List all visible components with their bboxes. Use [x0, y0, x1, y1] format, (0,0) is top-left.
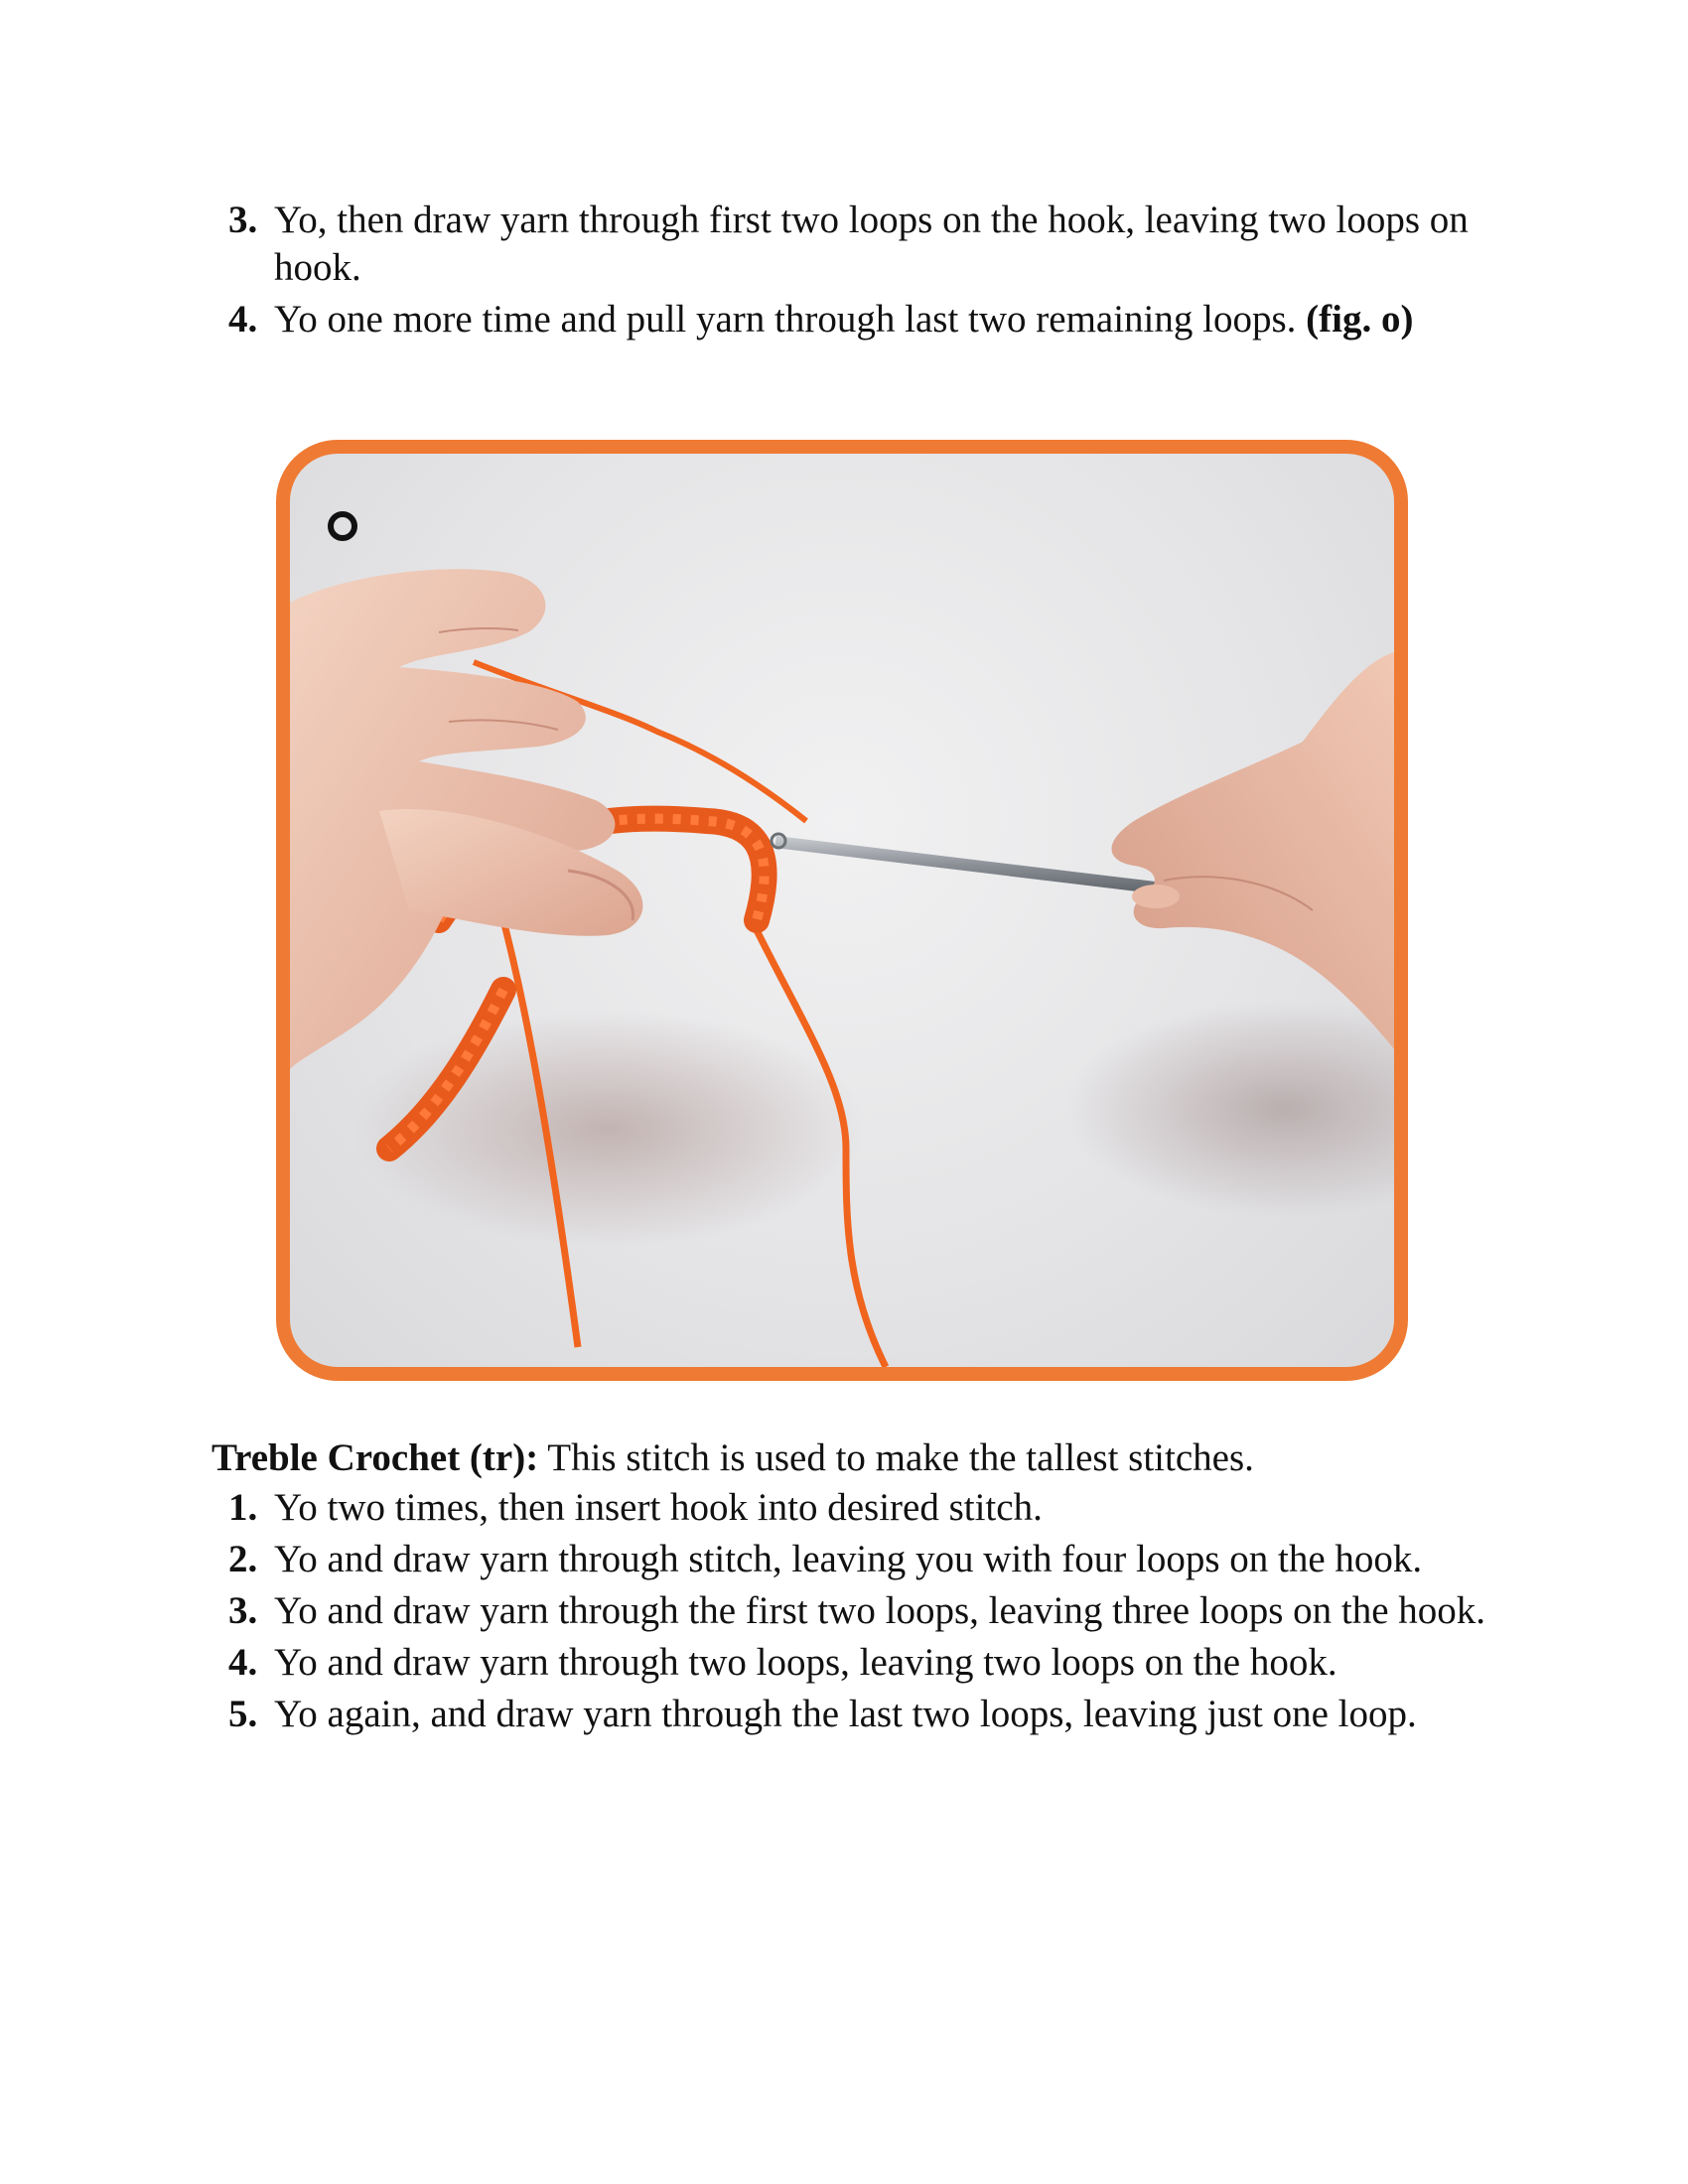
section-term: Treble Crochet (tr): [211, 1436, 539, 1479]
section-description: This stitch is used to make the tallest stitches. [538, 1436, 1254, 1479]
list-item [228, 1484, 1489, 1532]
figure-label [326, 509, 359, 543]
step-number: 4. [228, 1641, 258, 1684]
step-list-treble-crochet [228, 1484, 1489, 1742]
crochet-hook-icon [772, 834, 1164, 894]
list-item [228, 1639, 1489, 1687]
figure-reference: (fig. o) [1306, 298, 1414, 341]
list-item [228, 1691, 1489, 1738]
list-item [228, 1587, 1489, 1635]
list-item [228, 1536, 1489, 1583]
step-text: Yo again, and draw yarn through the last two loops, leaving just one loop. [274, 1693, 1417, 1735]
step-number: 5. [228, 1693, 258, 1735]
step-number: 1. [228, 1486, 258, 1529]
step-text: Yo two times, then insert hook into desired stitch. [274, 1486, 1043, 1529]
step-list-double-crochet [228, 197, 1489, 347]
step-number: 4. [228, 298, 258, 341]
step-text: Yo, then draw yarn through first two loops on the hook, leaving two loops on hook. [274, 199, 1469, 289]
step-text: Yo and draw yarn through two loops, leaving two loops on the hook. [274, 1641, 1337, 1684]
step-text: Yo one more time and pull yarn through last two remaining loops. [274, 298, 1307, 341]
figure-label-circle-icon [326, 509, 359, 543]
list-item [228, 296, 1489, 343]
step-number: 3. [228, 199, 258, 241]
step-number: 2. [228, 1538, 258, 1580]
right-hand-icon [1112, 652, 1395, 1049]
section-heading [211, 1434, 1502, 1482]
list-item [228, 197, 1489, 292]
step-number: 3. [228, 1589, 258, 1632]
step-text: Yo and draw yarn through stitch, leaving you with four loops on the hook. [274, 1538, 1423, 1580]
figure-o-photo [276, 440, 1408, 1381]
left-hand-icon [290, 569, 642, 1069]
step-text: Yo and draw yarn through the first two loops, leaving three loops on the hook. [274, 1589, 1486, 1632]
crochet-illustration [290, 454, 1394, 1367]
